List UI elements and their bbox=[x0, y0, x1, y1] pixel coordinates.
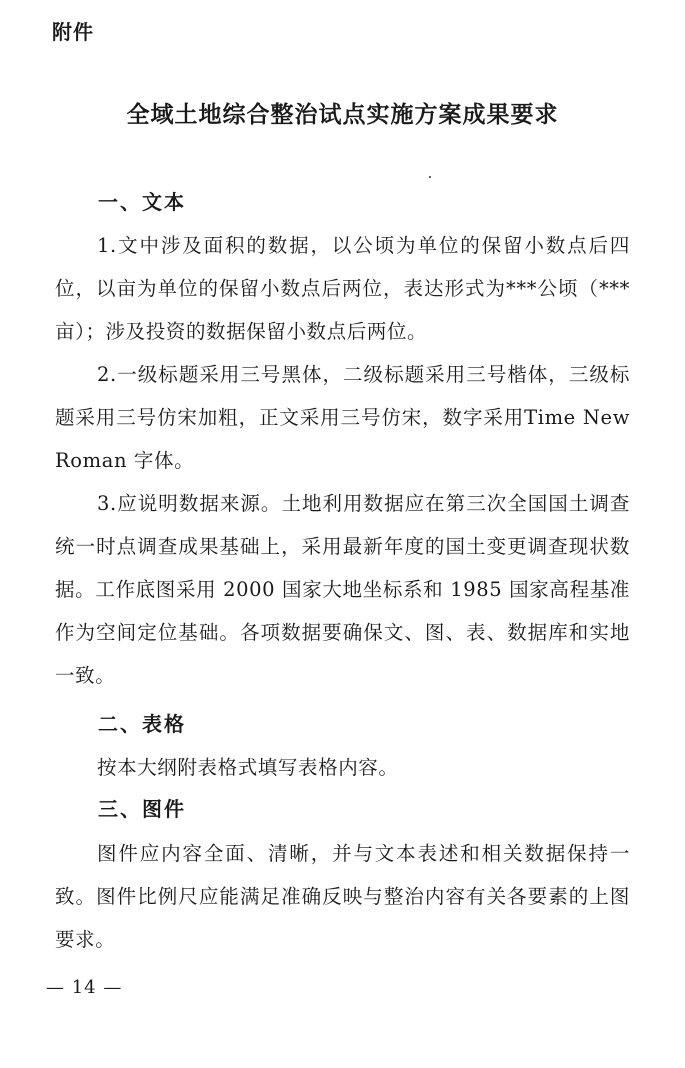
scan-speck bbox=[429, 176, 431, 178]
page-number: — 14 — bbox=[46, 977, 123, 998]
attachment-label: 附件 bbox=[52, 20, 94, 44]
tables-paragraph: 按本大纲附表格式填写表格内容。 bbox=[97, 756, 399, 779]
figures-paragraph: 图件应内容全面、清晰，并与文本表述和相关数据保持一致。图件比例尺应能满足准确反映与整治内容有关各要素的上图要求。 bbox=[55, 842, 630, 951]
section-heading-tables: 二、表格 bbox=[98, 712, 186, 736]
section-heading-figures: 三、图件 bbox=[98, 797, 186, 821]
text-paragraph-3: 3.应说明数据来源。土地利用数据应在第三次全国国土调查统一时点调查成果基础上，采用最新年度的国土变更调查现状数据。工作底图采用 2000 国家大地坐标系和 1985 国家高程基准作为空间定位基础。各项数据要确保文、图、表、数据库和实地一致。 bbox=[55, 492, 630, 687]
text-paragraph-2: 2.一级标题采用三号黑体，二级标题采用三号楷体，三级标题采用三号仿宋加粗，正文采用三号仿宋，数字采用Time New Roman 字体。 bbox=[55, 363, 630, 472]
document-title: 全域土地综合整治试点实施方案成果要求 bbox=[126, 101, 559, 128]
text-paragraph-1: 1.文中涉及面积的数据，以公顷为单位的保留小数点后四位，以亩为单位的保留小数点后两位，表达形式为***公顷（***亩）；涉及投资的数据保留小数点后两位。 bbox=[55, 234, 630, 343]
section-heading-text: 一、文本 bbox=[98, 190, 186, 214]
